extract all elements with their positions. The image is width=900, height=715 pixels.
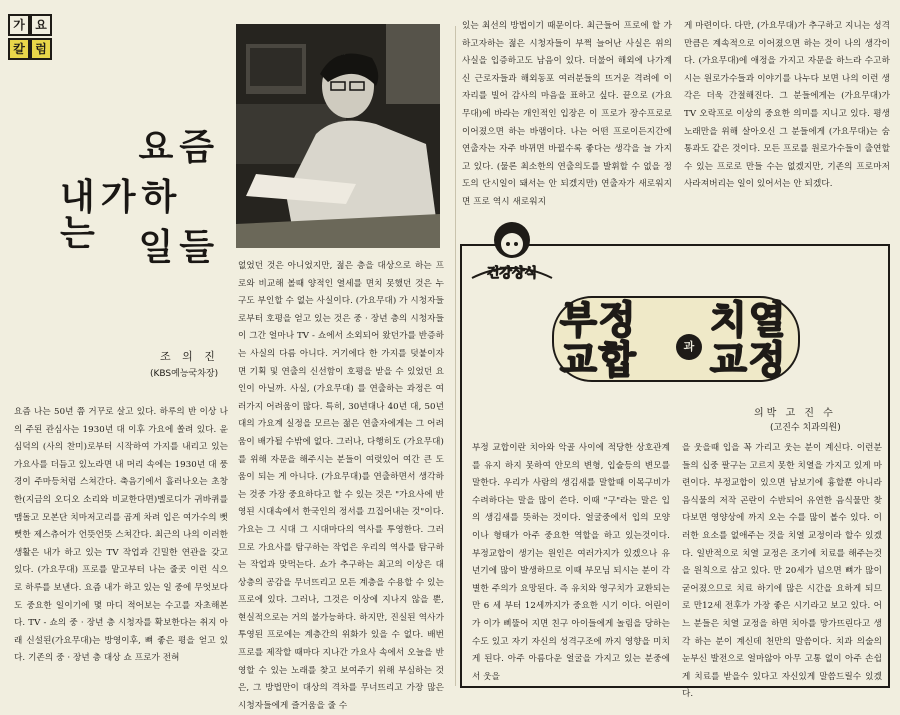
health-author-affiliation: (고진수 치과의원) <box>770 423 841 433</box>
title-malocclusion: 부정교합 <box>560 298 638 382</box>
doctor-head-icon <box>466 214 558 294</box>
title-orthodontics: 치열교정 <box>710 298 788 382</box>
column-label <box>8 14 66 74</box>
health-text-column-1 <box>472 440 670 680</box>
author-name: 조 의 진 <box>160 350 219 363</box>
article-title <box>60 127 220 280</box>
health-paragraph: 을 웃을때 입을 꼭 가리고 웃는 분이 계신다. 이런분들의 십중 팔구는 고르지 못한 치열을 가지고 있게 마련이다. 부정교합이 있으면 남보기에 흉할뿐 아니라 음식물의 저작 곤란이 수반되어 유연한 음식물만 찾다보면 영양상에 까지 오는 수를 많이 볼수 있다. 이러한 요소를 없애주는 것을 치열 교정이라 할수 있겠다. 일반적으로 치열 교정은 조기에 치료를 해주는것을 원칙으로 삼고 있다. 만 20세가 넘으면 뼈가 많이 굳어졌으므로 치료 하기에 많은 시간을 요하게 되므로 만12세 전후가 가장 좋은 시기라고 보고 있다. 어느 분들은 치열 교정을 하면 치아를 망가뜨린다고 생각 하는 분이 계신데 천만의 말씀이다. 치과 의술의 눈부신 발전으로 얼마않아 아무 고통 없이 아주 손쉽게 치료를 받을수 있다고 자신있게 말씀드릴수 있겠다. <box>682 443 882 700</box>
author-affiliation: (KBS예능국차장) <box>150 369 219 379</box>
health-text-column-2 <box>682 440 882 700</box>
title-conjunction: 과 <box>676 334 702 360</box>
column-divider <box>455 26 456 686</box>
title-line-1: 요즘 <box>138 127 220 168</box>
photo-illustration <box>236 24 440 248</box>
title-line-3: 일들 <box>138 227 220 268</box>
health-paragraph: 부정 교합이란 치아와 악골 사이에 적당한 상호관계를 유지 하지 못하여 안모의 변형, 입술등의 변모를 말한다. 우리가 사람의 생김새를 말할때 이목구비가 수려하다는 말을 많이 쓴다. 이때 "구"라는 말은 입의 생김새를 뜻하는 것이다. 얼굴중에서 입의 모양 이나 형태가 아주 중요한 역할을 하고 있는것이다. 부정교합이 생기는 원인은 여러가지가 있겠으나 유년기에 많이 발생하므로 이때 부모님 되시는 분이 각별한 주의가 요망된다. 즉 유치와 영구치가 교환되는 만 6 세 부터 12세까지가 중요한 시기 이다. 어린이가 이가 삐뚤어 지면 친구 아이들에게 놀림을 당하는 수도 있고 자기 자신의 성격구조에 까지 영향을 미치게 된다. 아주 아름다운 얼굴을 가지고 있는 분중에서 웃을 <box>472 443 670 682</box>
label-char: 럼 <box>30 38 52 60</box>
health-logo-label: 건강상식 <box>486 266 538 281</box>
article-text-column-3 <box>462 18 672 232</box>
title-line-2: 내가하는 <box>60 177 183 254</box>
article-text-column-2 <box>238 258 444 711</box>
label-char: 칼 <box>8 38 30 60</box>
article-text-column-1 <box>14 404 228 694</box>
health-author: 의박 고 진 수 <box>754 408 836 419</box>
article-paragraph: 없었던 것은 아니었지만, 젊은 층을 대상으로 하는 프로와 비교해 볼때 양적인 열세를 면치 못했던 것은 누구도 부인할 수 없는 사실이다. (가요무대) 가 시청자들로부터 호평을 얻고 있는 것은 중 · 장년 층의 시청자들이 그간 얼마나 TV - 쇼에서 소외되어 왔던가를 반증하는 사실의 다름 아니다. 거기에다 한 가지를 덧붙이자면 기획 및 연출의 신선함이 호평을 받을 수 있었던 요인이 아닐까. 사실, (가요무대) 를 연출하는 과정은 여러가지 어려움이 많다. 특히, 30년대나 40년 대, 50년 대의 가요계 실정을 모르는 젊은 연출자에게는 그 어려움이 배가될 수밖에 없다. 그러나, 다행히도 (가요무대)를 위해 자문을 해주시는 분들이 여럿있어 여간 큰 도움이 되는 게 아니다. (가요무대)를 연출하면서 생각하는 것중 가장 중요하다고 할 수 있는 것은 "가요사에 반영된 시대속에서 한국인의 정서를 끄집어내는 것"이다. 가요는 그 시대 그 시대마다의 역사를 투영한다. 그러므로 가요사를 탐구하는 작업은 우리의 역사를 탐구하는 작업과 맞먹는다. 쇼가 추구하는 최고의 이상은 대상층의 공감을 무너뜨리고 모든 계층을 수용할 수 있는 프로에 있다. 그러나, 그것은 이상에 지나지 않을 뿐, 현실적으로는 거의 불가능하다. 하지만, 진실된 역사가 투영된 프로에는 계층간의 위화가 있을 수 없다. 배번 프로를 제작할 때마다 지나간 가요사 속에서 오늘을 반영할 수 있는 노래를 찾고 보여주기 위해 부심하는 것은, 그 방법만이 대상의 격차를 무너뜨리고 가장 많은 시청자들에게 즐거움을 줄 수 <box>238 261 444 711</box>
author-photo <box>236 24 440 248</box>
health-logo <box>466 214 558 294</box>
article-paragraph: 요즘 나는 50년 쯤 거꾸로 살고 있다. 하루의 반 이상 나의 주된 관심사는 1930년 대 이후 가요에 쏠려 있다. 윤 심덕의 (사의 찬미)로부터 시작하여 가지를 내리고 있는 가요사를 더듬고 있노라면 내 머리 속에는 1930년 대 풍경이 주마등처럼 스쳐간다. 축음기에서 흘러나오는 초창한(지금의 오디오 소리와 비교한다면)멜로디가 귀바퀴를 맴돌고 모본단 치마저고리를 곱게 차려 입은 여가수의 뻣뻣한 제스츄어가 언뜻언뜻 스쳐간다. 최근의 나의 이러한 생활은 내가 하고 있는 TV 작업과 긴밀한 연관을 갖고 있다. (가요무대) 프로를 맡고부터 나는 줄곳 이런 식으로 하루를 보낸다. 요즘 내가 하고 있는 일 중에 무엇보다도 중요한 일이기에 몇 마디 적어보는 수고를 자초해본다. TV - 쇼의 중 · 장년 층 시청자를 확보한다는 취지 아래 신설된(가요무대)는 방영이후, 뼈 좋은 평을 얻고 있다. 기존의 중 · 장년 층 대상 쇼 프로가 전혀 <box>14 407 228 664</box>
label-char: 요 <box>30 14 52 36</box>
article-text-column-4 <box>684 18 890 232</box>
article-paragraph: 게 마련이다. 다만, (가요무대)가 추구하고 지니는 성격만큼은 계속적으로 이어졌으면 하는 것이 나의 생각이다. (가요무대)에 애정을 가지고 자문을 하느라 수고하시는 원로가수들과 이야기를 나누다 보면 나의 이런 생각은 더욱 간절해진다. 그 분들에게는 (가요무대)가 TV 오락프로 이상의 중요한 의미를 지니고 있다. 평생 노래만을 위해 살아오신 그 분들에게 (가요무대)는 숨통과도 같은 것이다. 모든 프로를 원로가수들이 출연할 수 있는 프로로 만들 수는 없겠지만, 기존의 프로마저 사라져버리는 일이 있어서는 안 되겠다. <box>684 21 890 190</box>
article-paragraph: 있는 최선의 방법이기 때문이다. 최근들어 프로에 할 가하고자하는 젊은 시청자들이 부쩍 늘어난 사실은 위의 사실을 입증하고도 남음이 있다. 더불어 해외에 나가계신 근로자들과 해외동포 여러분들의 뜨거운 격려에 이자리를 빌어 감사의 마음을 표하고 싶다. 끝으로 (가요무대)에 바라는 개인적인 입장은 이 프로가 장수프로로 이어졌으면 하는 바램이다. 나는 어떤 프로이든지간에 연출자는 자주 바뀌면 바뀔수록 좋다는 생각을 늘 가지고 있다. (물론 최소한의 연출의도를 발휘할 수 없을 정도의 단시일이 돼서는 안 되겠지만) 연출자가 새로워지면 프로 역시 새로워지 <box>462 21 672 207</box>
label-char: 가 <box>8 14 30 36</box>
